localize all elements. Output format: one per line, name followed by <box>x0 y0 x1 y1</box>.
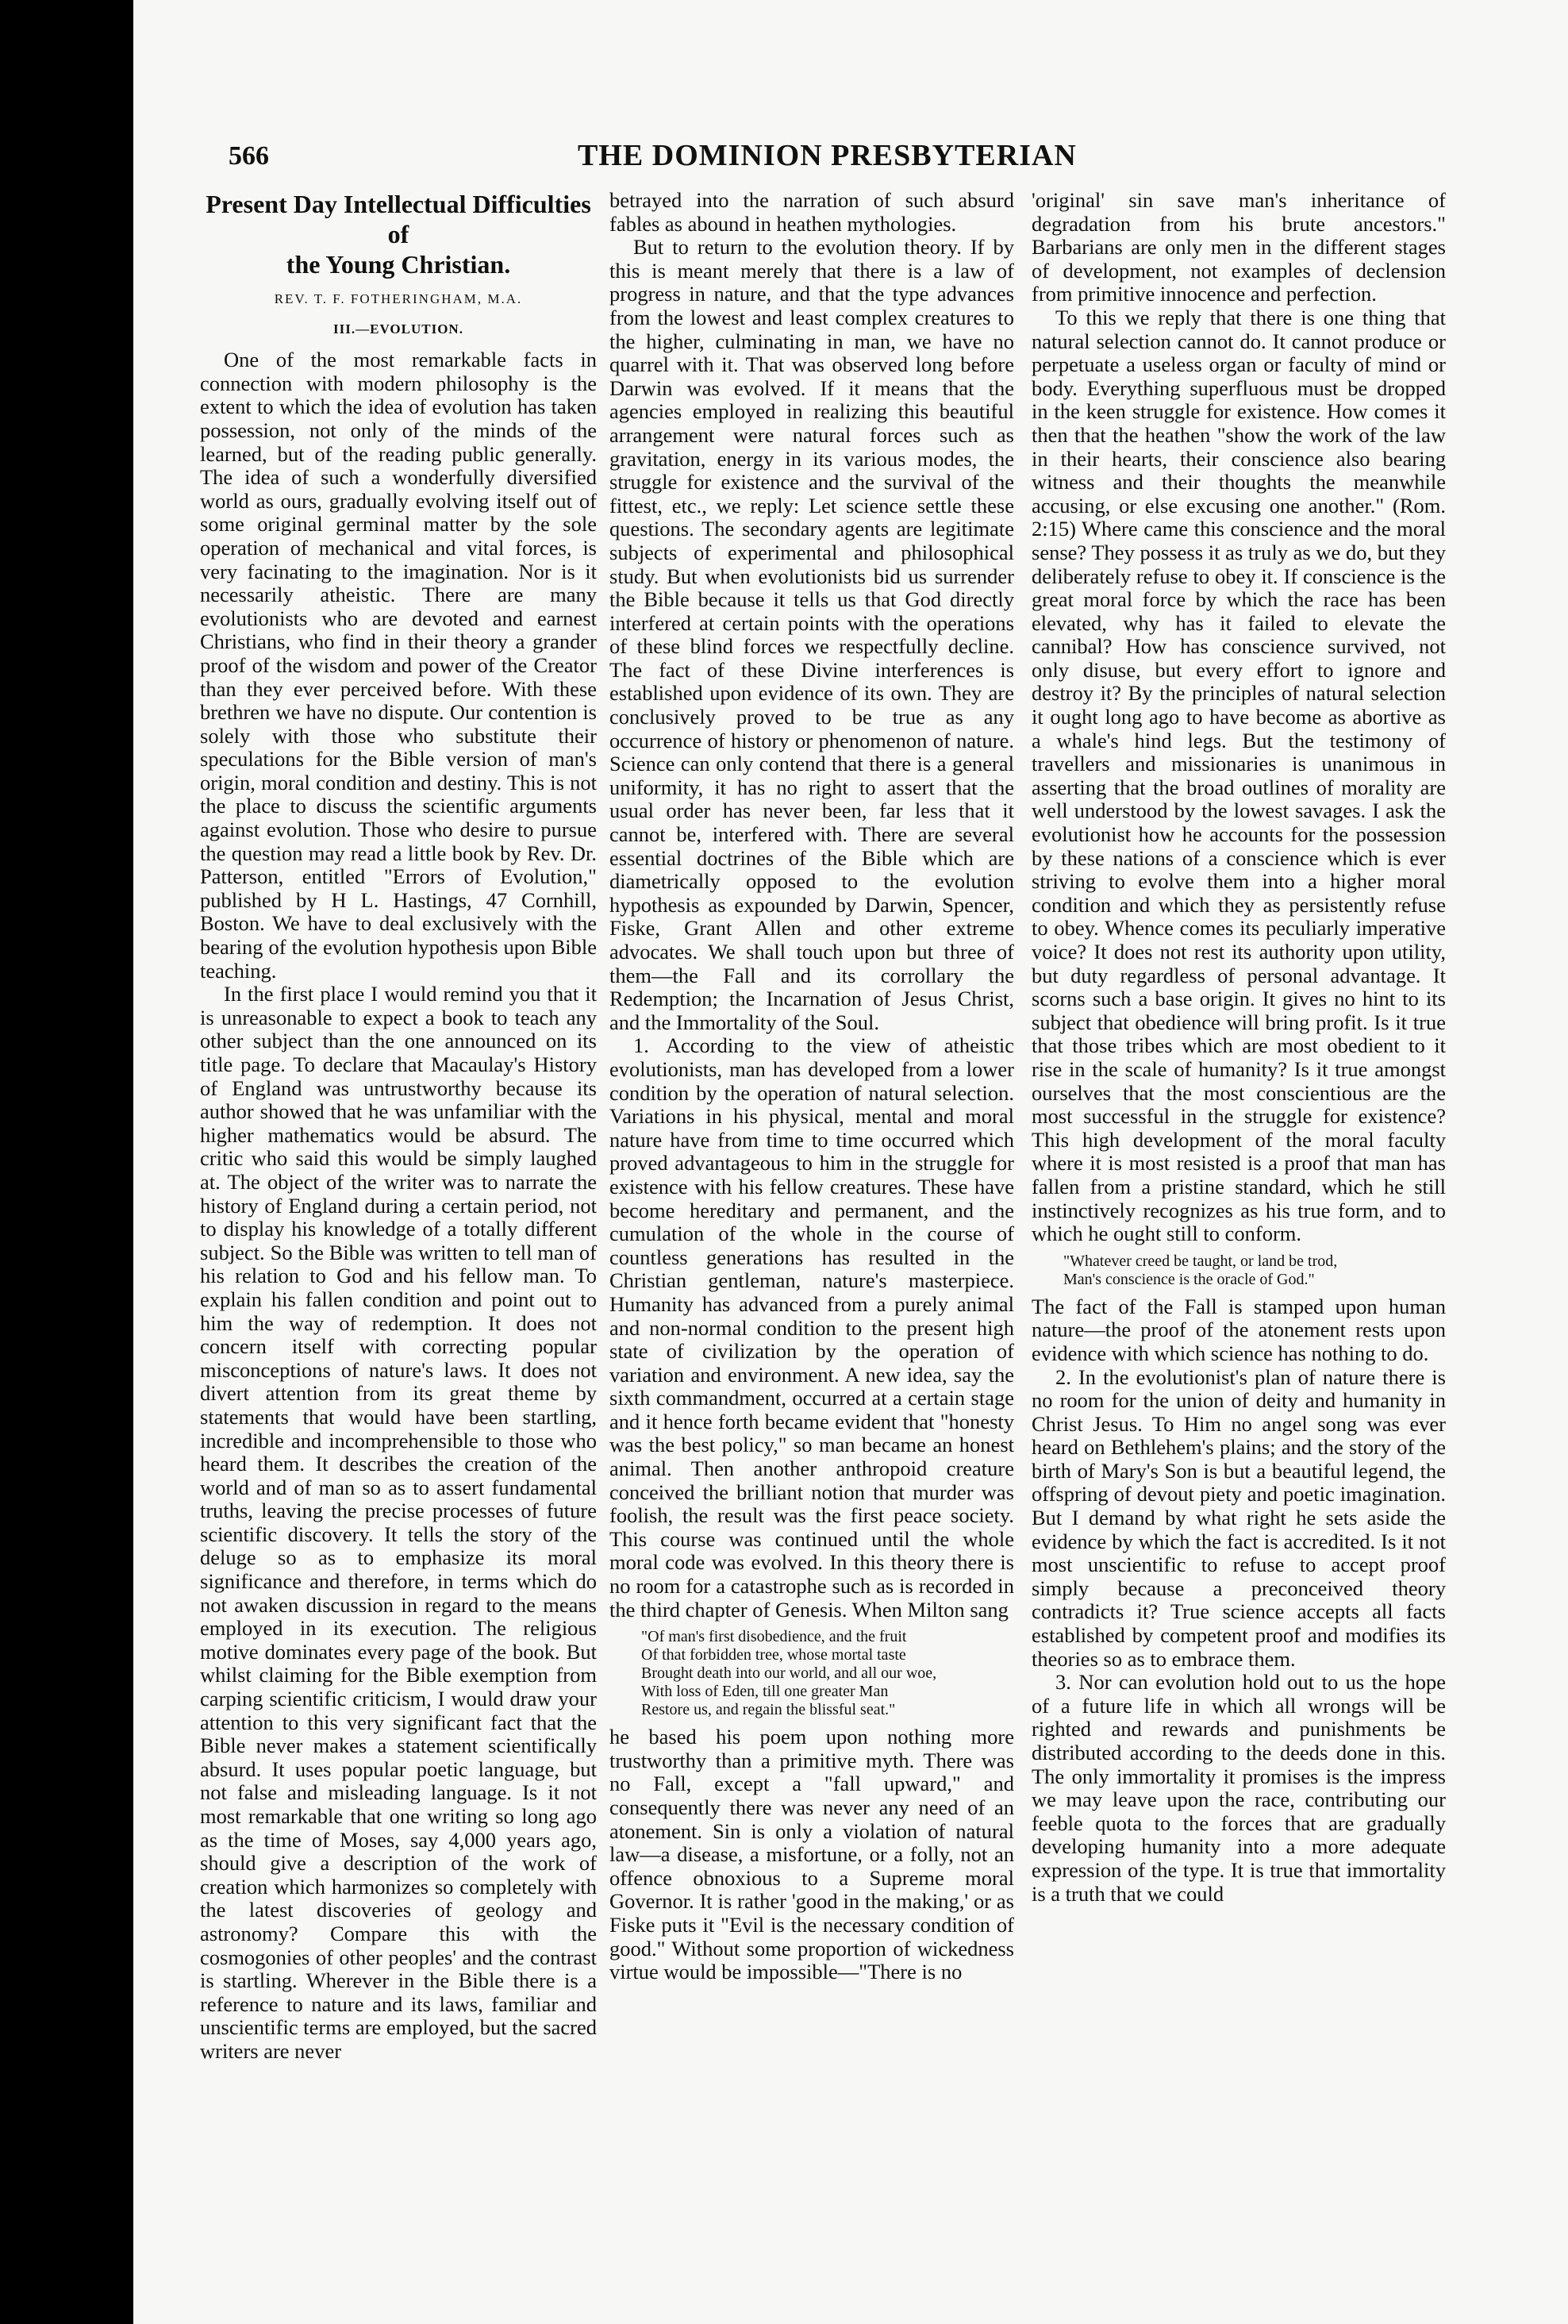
paragraph: One of the most remarkable facts in connection with modern philosophy is the extent to which the idea of evolution has taken possession, not only of the minds of the learned, but of the reading public generally. The idea of such a wonderfully diversified world as ours, gradually evolving itself out of some original germinal matter by the sole operation of mechanical and vital forces, is very facinating to the imagination. Nor is it necessarily atheistic. There are many evolutionists who are devoted and earnest Christians, who find in their theory a grander proof of the wisdom and power of the Creator than they ever perceived before. With these brethren we have no dispute. Our contention is solely with those who substitute their speculations for the Bible version of man's origin, moral condition and destiny. This is not the place to discuss the scientific arguments against evolution. Those who desire to pursue the question may read a little book by Rev. Dr. Patterson, entitled "Errors of Evolution," published by H L. Hastings, 47 Cornhill, Boston. We have to deal exclusively with the bearing of the evolution hypothesis upon Bible teaching. <box>200 348 597 983</box>
running-head: THE DOMINION PRESBYTERIAN <box>578 139 1077 172</box>
paragraph: To this we reply that there is one thing that natural selection cannot do. It cannot produce or perpetuate a useless organ or faculty of mind or body. Everything superfluous must be dropped in the keen struggle for existence. How comes it then that the heathen "show the work of the law in their hearts, their conscience also bearing witness and their thoughts the meanwhile accusing, or else excusing one another." (Rom. 2:15) Where came this conscience and the moral sense? They possess it as truly as we do, but they deliberately refuse to obey it. If conscience is the great moral force by which the race has been elevated, why has it failed to elevate the cannibal? How has conscience survived, not only disuse, but every effort to ignore and destroy it? By the principles of natural selection it ought long ago to have become as abortive as a whale's hind legs. But the testimony of travellers and missionaries is unanimous in asserting that the broad outlines of morality are well understood by the lowest savages. I ask the evolutionist how he accounts for the possession by these nations of a conscience which is ever striving to evolve them into a higher moral condition and which they as persistently refuse to obey. Whence comes its peculiarly imperative voice? It does not rest its authority upon utility, but duty regardless of personal advantage. It scorns such a base origin. It gives no hint to its subject that obedience will bring profit. Is it true that those tribes which are most obedient to it rise in the scale of humanity? Is it true amongst ourselves that the most conscientious are the most successful in the struggle for existence? This high development of the moral faculty where it is most resisted is a proof that man has fallen from a pristine standard, which he still instinctively recognizes as his true form, and to which he ought still to conform. <box>1032 305 1446 1246</box>
quote-line: "Of man's first disobedience, and the fruit <box>641 1628 907 1646</box>
milton-quote <box>641 1628 1014 1719</box>
paragraph: 3. Nor can evolution hold out to us the hope of a future life in which all wrongs will be righted and rewards and punishments be distributed according to the deeds done in this. The only immortality it promises is the impress we may leave upon the race, contributing our feeble quota to the forces that are gradually developing humanity into a more adequate expression of the type. It is true that immortality is a truth that we could <box>1032 1670 1446 1906</box>
newspaper-page <box>133 0 1568 2324</box>
article-title <box>200 189 597 279</box>
conscience-quote <box>1063 1252 1446 1289</box>
quote-line: Restore us, and regain the blissful seat." <box>641 1701 896 1719</box>
paragraph: 2. In the evolutionist's plan of nature there is no room for the union of deity and humanity in Christ Jesus. To Him no angel song was ever heard on Bethlehem's plains; and the story of the birth of Mary's Son is but a beautiful legend, the offspring of devout piety and poetic imagination. But I demand by what right he sets aside the evidence by which the fact is accredited. Is it not most unscientific to refuse to accept proof simply because a preconceived theory contradicts it? True science accepts all facts established by competent proof and modifies its theories so as to embrace them. <box>1032 1364 1446 1671</box>
paragraph: 1. According to the view of atheistic evolutionists, man has developed from a lower condition by the operation of natural selection. Variations in his physical, mental and moral nature have from time to time occurred which proved advantageous to him in the struggle for existence with his fellow creatures. These have become hereditary and permanent, and the cumulation of the whole in the course of countless generations has resulted in the Christian gentleman, nature's masterpiece. Humanity has advanced from a purely animal and non-normal condition to the present high state of civilization by the operation of variation and environment. A new idea, say the sixth commandment, occurred at a certain stage and it hence forth became evident that "honesty was the best policy," so man became an honest animal. Then another anthropoid creature conceived the brilliant notion that murder was foolish, the result was the first peace society. This course was continued until the whole moral code was evolved. In this theory there is no room for a catastrophe such as is recorded in the third chapter of Genesis. When Milton sang <box>609 1033 1014 1622</box>
article-title-line-2: the Young Christian. <box>286 250 511 279</box>
quote-line: Man's conscience is the oracle of God." <box>1063 1270 1315 1288</box>
article-author: REV. T. F. FOTHERINGHAM, M.A. <box>274 291 523 306</box>
quote-line: Brought death into our world, and all our woe, <box>641 1664 937 1683</box>
column-1 <box>200 189 597 2064</box>
paragraph: In the first place I would remind you that it is unreasonable to expect a book to teach any other subject than the one announced on its title page. To declare that Macaulay's History of England was untrustworthy because its author showed that he was unfamiliar with the higher mathematics would be absurd. The critic who said this would be simply laughed at. The object of the writer was to narrate the history of England during a certain period, not to display his knowledge of a totally different subject. So the Bible was written to tell man of his relation to God and his fellow man. To explain his fallen condition and point out to him the way of redemption. It does not concern itself with correcting popular misconceptions of nature's laws. It does not divert attention from its great theme by statements that would have been startling, incredible and incomprehensible to those who heard them. It describes the creation of the world and of man so as to assert fundamental truths, leaving the precise processes of future scientific discovery. It tells the story of the deluge so as to emphasize its moral significance and therefore, in terms which do not awaken discussion in regard to the means employed in its execution. The religious motive dominates every page of the book. But whilst claiming for the Bible exemption from carping scientific criticism, I would draw your attention to this very significant fact that the Bible never makes a statement scientifically absurd. It uses popular poetic language, but not false and misleading language. Is it not most remarkable that one writing so long ago as the time of Moses, say 4,000 years ago, should give a description of the work of creation which harmonizes so completely with the latest discoveries of geology and astronomy? Compare this with the cosmogonies of other peoples' and the contrast is startling. Wherever in the Bible there is a reference to nature and its laws, familiar and unscientific terms are employed, but the sacred writers are never <box>200 982 597 2063</box>
quote-line: "Whatever creed be taught, or land be trod, <box>1063 1252 1338 1270</box>
column-2 <box>609 189 1014 1984</box>
column-3 <box>1032 189 1446 1906</box>
quote-line: With loss of Eden, till one greater Man <box>641 1683 889 1701</box>
paragraph: The fact of the Fall is stamped upon human nature—the proof of the atonement rests upon evidence with which science has nothing to do. <box>1032 1294 1446 1365</box>
paragraph: 'original' sin save man's inheritance of degradation from his brute ancestors." Barbarians are only men in the different stages of development, not examples of declension from primitive innocence and perfection. <box>1032 188 1446 306</box>
article-title-line-1: Present Day Intellectual Difficulties of <box>206 190 591 248</box>
page-number: 566 <box>229 141 269 171</box>
quote-line: Of that forbidden tree, whose mortal taste <box>641 1646 906 1664</box>
paragraph: But to return to the evolution theory. If by this is meant merely that there is a law of progress in nature, and that the type advances from the lowest and least complex creatures to the higher, culminating in man, we have no quarrel with it. That was observed long before Darwin was evolved. If it means that the agencies employed in realizing this beautiful arrangement were natural forces such as gravitation, energy in its various modes, the struggle for existence and the survival of the fittest, etc., we reply: Let science settle these questions. The secondary agents are legitimate subjects of experimental and philosophical study. But when evolutionists bid us surrender the Bible because it tells us that God directly interfered at certain points with the operations of these blind forces we respectfully decline. The fact of these Divine interferences is established upon evidence of its own. They are conclusively proved to be true as any occurrence of history or phenomenon of nature. Science can only contend that there is a general uniformity, it has no right to assert that the usual order has never been, far less that it cannot be, interfered with. There are several essential doctrines of the Bible which are diametrically opposed to the evolution hypothesis as expounded by Darwin, Spencer, Fiske, Grant Allen and other extreme advocates. We shall touch upon but three of them—the Fall and its corrollary the Redemption; the Incarnation of Jesus Christ, and the Immortality of the Soul. <box>609 235 1014 1034</box>
paragraph: betrayed into the narration of such absurd fables as abound in heathen mythologies. <box>609 188 1014 236</box>
section-heading: III.—EVOLUTION. <box>333 321 463 337</box>
paragraph: he based his poem upon nothing more trustworthy than a primitive myth. There was no Fall, except a "fall upward," and consequently there was never any need of an atonement. Sin is only a violation of natural law—a disease, a misfortune, or a folly, not an offence obnoxious to a Supreme moral Governor. It is rather 'good in the making,' or as Fiske puts it "Evil is the necessary condition of good." Without some proportion of wickedness virtue would be impossible—"There is no <box>609 1725 1014 1984</box>
